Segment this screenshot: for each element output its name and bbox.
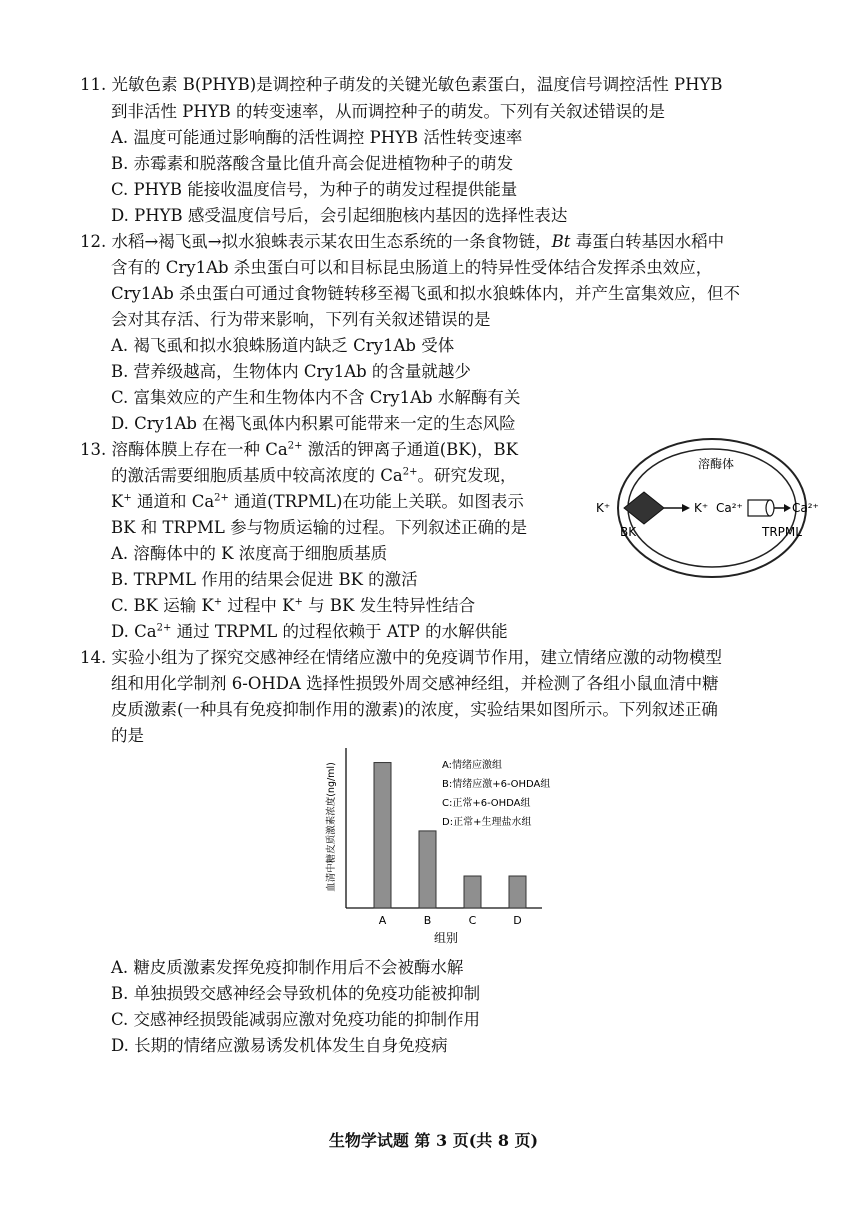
q12-stem-line-3: Cry1Ab 杀虫蛋白可通过食物链转移至褐飞虱和拟水狼蛛体内，并产生富集效应，但不 xyxy=(111,284,741,303)
q11-option-d: D. PHYB 感受温度信号后，会引起细胞核内基因的选择性表达 xyxy=(111,206,568,225)
q12-option-c: C. 富集效应的产生和生物体内不含 Cry1Ab 水解酶有关 xyxy=(111,388,521,407)
x-tick-label-C: C xyxy=(468,914,477,927)
q14-option-b: B. 单独损毁交感神经会导致机体的免疫功能被抑制 xyxy=(111,984,481,1003)
x-tick-label-A: A xyxy=(378,914,387,927)
x-tick-label-D: D xyxy=(513,914,522,927)
q13-sup: 2+ xyxy=(214,492,229,504)
q12-option-b: B. 营养级越高，生物体内 Cry1Ab 的含量就越少 xyxy=(111,362,471,381)
q13-text: K xyxy=(111,492,124,511)
legend-item: B:情绪应激+6-OHDA组 xyxy=(442,779,551,790)
q11-stem-line-2: 到非活性 PHYB 的转变速率，从而调控种子的萌发。下列有关叙述错误的是 xyxy=(111,102,665,121)
chart-ylabel: 血清中糖皮质激素浓度(ng/ml) xyxy=(326,762,337,892)
lysosome-diagram xyxy=(588,430,828,590)
page-footer: 生物学试题 第 3 页(共 8 页) xyxy=(328,1131,539,1150)
q13-text: 过程中 K xyxy=(222,596,295,615)
glucocorticoid-bar-chart xyxy=(320,742,600,952)
bar-B xyxy=(419,831,436,908)
q13-text: 13. 溶酶体膜上存在一种 Ca xyxy=(80,440,288,459)
q14-stem-line-1: 14. 实验小组为了探究交感神经在情绪应激中的免疫调节作用，建立情绪应激的动物模型 xyxy=(80,648,722,667)
bar-C xyxy=(464,876,481,908)
q13-option-c xyxy=(111,594,475,618)
q14-option-a: A. 糖皮质激素发挥免疫抑制作用后不会被酶水解 xyxy=(111,958,464,977)
chart-xlabel: 组别 xyxy=(433,931,459,945)
q12-option-a: A. 褐飞虱和拟水狼蛛肠道内缺乏 Cry1Ab 受体 xyxy=(111,336,455,355)
q13-text: 。研究发现， xyxy=(417,466,517,485)
q11-option-b: B. 赤霉素和脱落酸含量比值升高会促进植物种子的萌发 xyxy=(111,154,514,173)
k-right-label: K⁺ xyxy=(694,501,709,515)
x-tick-label-B: B xyxy=(423,914,432,927)
q14-option-d: D. 长期的情绪应激易诱发机体发生自身免疫病 xyxy=(111,1036,448,1055)
arrowhead-icon xyxy=(682,504,690,512)
trpml-channel-end xyxy=(766,500,774,516)
q11-option-a: A. 温度可能通过影响酶的活性调控 PHYB 活性转变速率 xyxy=(111,128,523,147)
lysosome-label: 溶酶体 xyxy=(698,457,735,471)
q13-option-b: B. TRPML 作用的结果会促进 BK 的激活 xyxy=(111,570,418,589)
q12-bt-italic: Bt xyxy=(551,232,571,251)
q13-option-a: A. 溶酶体中的 K 浓度高于细胞质基质 xyxy=(111,544,388,563)
q13-sup: 2+ xyxy=(287,440,303,452)
q13-text: 激活的钾离子通道(BK)，BK xyxy=(302,440,518,459)
q11-stem-line-1: 11. 光敏色素 B(PHYB)是调控种子萌发的关键光敏色素蛋白，温度信号调控活性 PHYB xyxy=(80,75,723,94)
bar-D xyxy=(509,876,526,908)
q13-option-d xyxy=(111,620,508,644)
q14-stem-line-4: 的是 xyxy=(111,726,144,745)
q13-text: 通过 TRPML 的过程依赖于 ATP 的水解供能 xyxy=(171,622,508,641)
q13-stem-line-3 xyxy=(111,490,524,514)
ca-outer-label: Ca²⁺ xyxy=(792,501,819,515)
q13-sup: + xyxy=(123,492,132,504)
q13-stem-line-2 xyxy=(111,464,516,488)
q13-stem-line-1 xyxy=(80,438,518,462)
q13-text: D. Ca xyxy=(111,622,157,641)
q12-option-d: D. Cry1Ab 在褐飞虱体内积累可能带来一定的生态风险 xyxy=(111,414,516,433)
k-left-label: K⁺ xyxy=(596,501,611,515)
q14-stem-line-3: 皮质激素(一种具有免疫抑制作用的激素)的浓度，实验结果如图所示。下列叙述正确 xyxy=(111,700,718,719)
q13-sup: 2+ xyxy=(156,622,172,634)
bk-label: BK xyxy=(620,525,637,539)
q13-sup: 2+ xyxy=(402,466,418,478)
q12-stem-line-2: 含有的 Cry1Ab 杀虫蛋白可以和目标昆虫肠道上的特异性受体结合发挥杀虫效应， xyxy=(111,258,713,277)
q12-stem-line-1 xyxy=(80,230,724,254)
arrowhead-icon xyxy=(784,504,791,512)
q13-sup: + xyxy=(294,596,303,608)
q11-option-c: C. PHYB 能接收温度信号，为种子的萌发过程提供能量 xyxy=(111,180,518,199)
legend-item: C:正常+6-OHDA组 xyxy=(442,798,531,809)
bar-A xyxy=(374,763,391,908)
q13-stem-line-4: BK 和 TRPML 参与物质运输的过程。下列叙述正确的是 xyxy=(111,518,528,537)
q12-stem-part: 毒蛋白转基因水稻中 xyxy=(570,232,725,251)
q14-stem-line-2: 组和用化学制剂 6-OHDA 选择性损毁外周交感神经组，并检测了各组小鼠血清中糖 xyxy=(111,674,719,693)
q13-text: 通道(TRPML)在功能上关联。如图表示 xyxy=(228,492,524,511)
trpml-label: TRPML xyxy=(762,525,802,539)
q14-option-c: C. 交感神经损毁能减弱应激对免疫功能的抑制作用 xyxy=(111,1010,481,1029)
q13-text: 的激活需要细胞质基质中较高浓度的 Ca xyxy=(111,466,403,485)
q13-text: C. BK 运输 K xyxy=(111,596,214,615)
legend-item: A:情绪应激组 xyxy=(442,760,503,771)
legend-item: D:正常+生理盐水组 xyxy=(442,817,532,828)
q12-stem-line-4: 会对其存活、行为带来影响，下列有关叙述错误的是 xyxy=(111,310,491,329)
ca-inner-label: Ca²⁺ xyxy=(716,501,743,515)
q13-text: 通道和 Ca xyxy=(131,492,215,511)
q12-stem-part: 12. 水稻→褐飞虱→拟水狼蛛表示某农田生态系统的一条食物链， xyxy=(80,232,552,251)
q13-text: 与 BK 发生特异性结合 xyxy=(302,596,476,615)
q13-sup: + xyxy=(213,596,223,608)
